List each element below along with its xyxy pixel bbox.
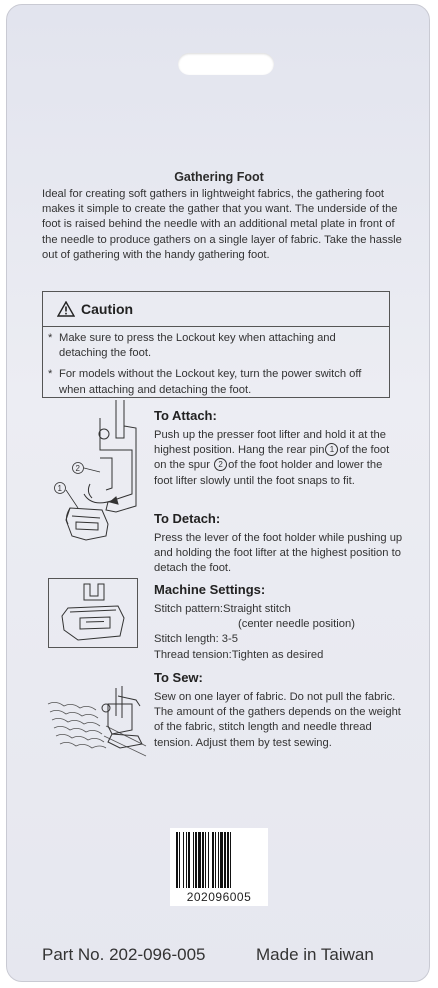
- attach-instructions: Push up the presser foot lifter and hold it at the highest position. Hang the rear pin 1 of the foot on the spur 2 of the foot holder and lower the foot lifter slowly until the foot snaps to fit.: [154, 429, 390, 487]
- barcode: [170, 828, 268, 906]
- barcode-bar: [205, 832, 206, 888]
- barcode-bar: [202, 832, 204, 888]
- caution-header: [43, 292, 389, 327]
- sew-heading: To Sew:: [154, 670, 203, 685]
- barcode-bar: [218, 832, 219, 888]
- stitch-pattern-row: Stitch pattern:Straight stitch: [154, 603, 291, 615]
- barcode-bar: [183, 832, 184, 888]
- barcode-bar: [186, 832, 187, 888]
- barcode-bar: [188, 832, 190, 888]
- barcode-number: 202096005: [186, 890, 252, 904]
- hang-hole: [178, 53, 274, 75]
- detach-heading: To Detach:: [154, 511, 221, 526]
- asterisk-icon: *: [48, 332, 53, 344]
- barcode-bar: [220, 832, 223, 888]
- caution-heading: Caution: [81, 301, 134, 317]
- gathering-foot-illustration: [48, 578, 138, 648]
- pin-number-badge: 1: [325, 443, 338, 456]
- sewing-illustration: [46, 686, 150, 766]
- barcode-bar: [208, 832, 209, 888]
- attach-heading: To Attach:: [154, 408, 217, 423]
- asterisk-icon: *: [48, 368, 53, 381]
- barcode-icon: [176, 832, 262, 888]
- warning-icon: [57, 301, 75, 317]
- spur-number-badge: 2: [214, 458, 227, 471]
- thread-tension-row: Thread tension:Tighten as desired: [154, 648, 324, 661]
- part-number: Part No. 202-096-005: [42, 945, 206, 964]
- caution-box: [42, 291, 390, 398]
- stitch-pattern-note: (center needle position): [238, 618, 355, 631]
- settings-heading: Machine Settings:: [154, 582, 266, 597]
- barcode-bar: [176, 832, 178, 888]
- barcode-bar: [230, 832, 231, 888]
- barcode-bar: [215, 832, 216, 888]
- spur-label: 2: [75, 464, 80, 473]
- foot-holder-icon: [46, 398, 150, 558]
- barcode-bar: [198, 832, 201, 888]
- product-description: Ideal for creating soft gathers in lightweight fabrics, the gathering foot makes it simple to create the gather that you want. The underside of the foot is raised behind the needle with an additional metal plate in front of the needle to produce gathers on a single layer of fabric. Take the hassle out of gathering with the handy gathering foot.: [42, 188, 402, 261]
- barcode-bar: [224, 832, 226, 888]
- pin-label: 1: [57, 484, 62, 493]
- fabric-gathering-icon: [46, 686, 150, 766]
- product-title: Gathering Foot: [174, 170, 264, 184]
- barcode-bar: [212, 832, 214, 888]
- sew-instructions: Sew on one layer of fabric. Do not pull the fabric. The amount of the gathers depends on the weight of the fabric, stitch length and needle thread tension. Adjust them by test sewing.: [154, 691, 401, 749]
- caution-item: * For models without the Lockout key, turn the power switch off when attaching and detaching the foot.: [48, 368, 362, 396]
- barcode-bar: [193, 832, 194, 888]
- caution-item: * Make sure to press the Lockout key when attaching and detaching the foot.: [48, 332, 336, 360]
- barcode-bar: [227, 832, 229, 888]
- machine-settings: [154, 602, 404, 663]
- country-of-origin: Made in Taiwan: [256, 945, 374, 964]
- barcode-bar: [179, 832, 180, 888]
- detach-instructions: Press the lever of the foot holder while pushing up and holding the foot lifter at the highest position to detach the foot.: [154, 532, 403, 575]
- barcode-bar: [195, 832, 197, 888]
- stitch-length-row: Stitch length: 3-5: [154, 633, 238, 646]
- attach-illustration: [46, 398, 150, 558]
